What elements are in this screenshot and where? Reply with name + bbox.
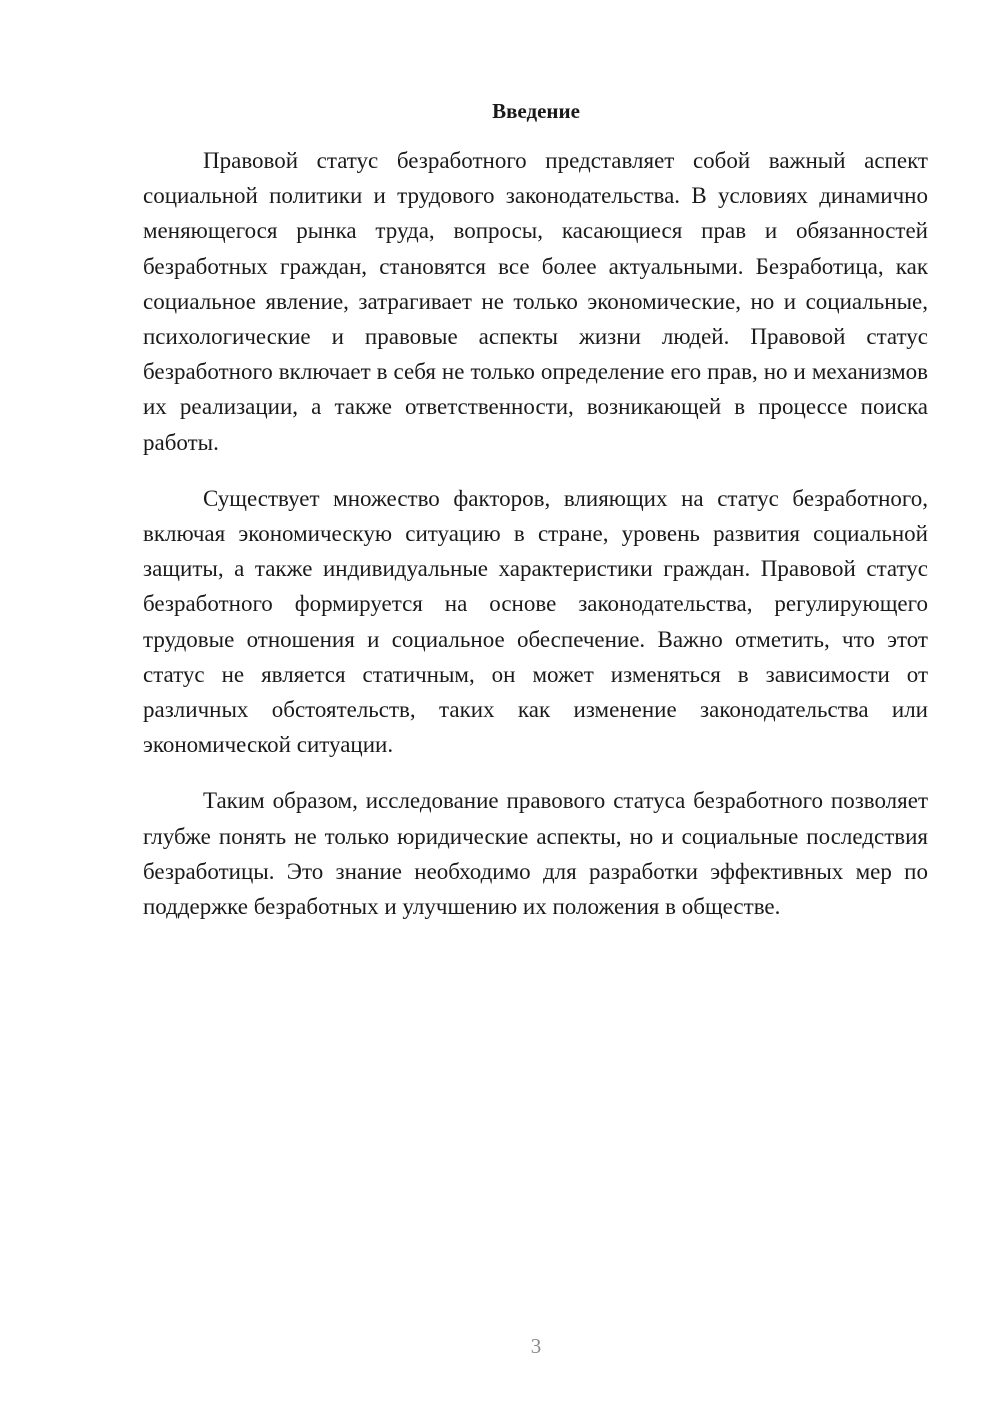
page-number: 3 xyxy=(530,1334,542,1358)
paragraph-3: Таким образом, исследование правового статуса безработного позволяет глубже понять не только юридические аспекты, но и социальные последствия безработицы. Это знание необходимо для разработки эффективных мер по поддержке безработных и улучшению их положения в обществе. xyxy=(143,788,928,920)
page-title: Введение xyxy=(492,99,580,123)
paragraph-1: Правовой статус безработного представляет собой важный аспект социальной политики и трудового законодательства. В условиях динамично меняющегося рынка труда, вопросы, касающиеся прав и обязанностей безработных граждан, становятся все более актуальными. Безработица, как социальное явление, затрагивает не только экономические, но и социальные, психологические и правовые аспекты жизни людей. Правовой статус безработного включает в себя не только определение его прав, но и механизмов их реализации, а также ответственности, возникающей в процессе поиска работы. xyxy=(143,148,928,455)
paragraph-2: Существует множество факторов, влияющих на статус безработного, включая экономическую ситуацию в стране, уровень развития социальной защиты, а также индивидуальные характеристики граждан. Правовой статус безработного формируется на основе законодательства, регулирующего трудовые отношения и социальное обеспечение. Важно отметить, что этот статус не является статичным, он может изменяться в зависимости от различных обстоятельств, таких как изменение законодательства или экономической ситуации. xyxy=(143,485,928,758)
document-body xyxy=(143,143,928,945)
